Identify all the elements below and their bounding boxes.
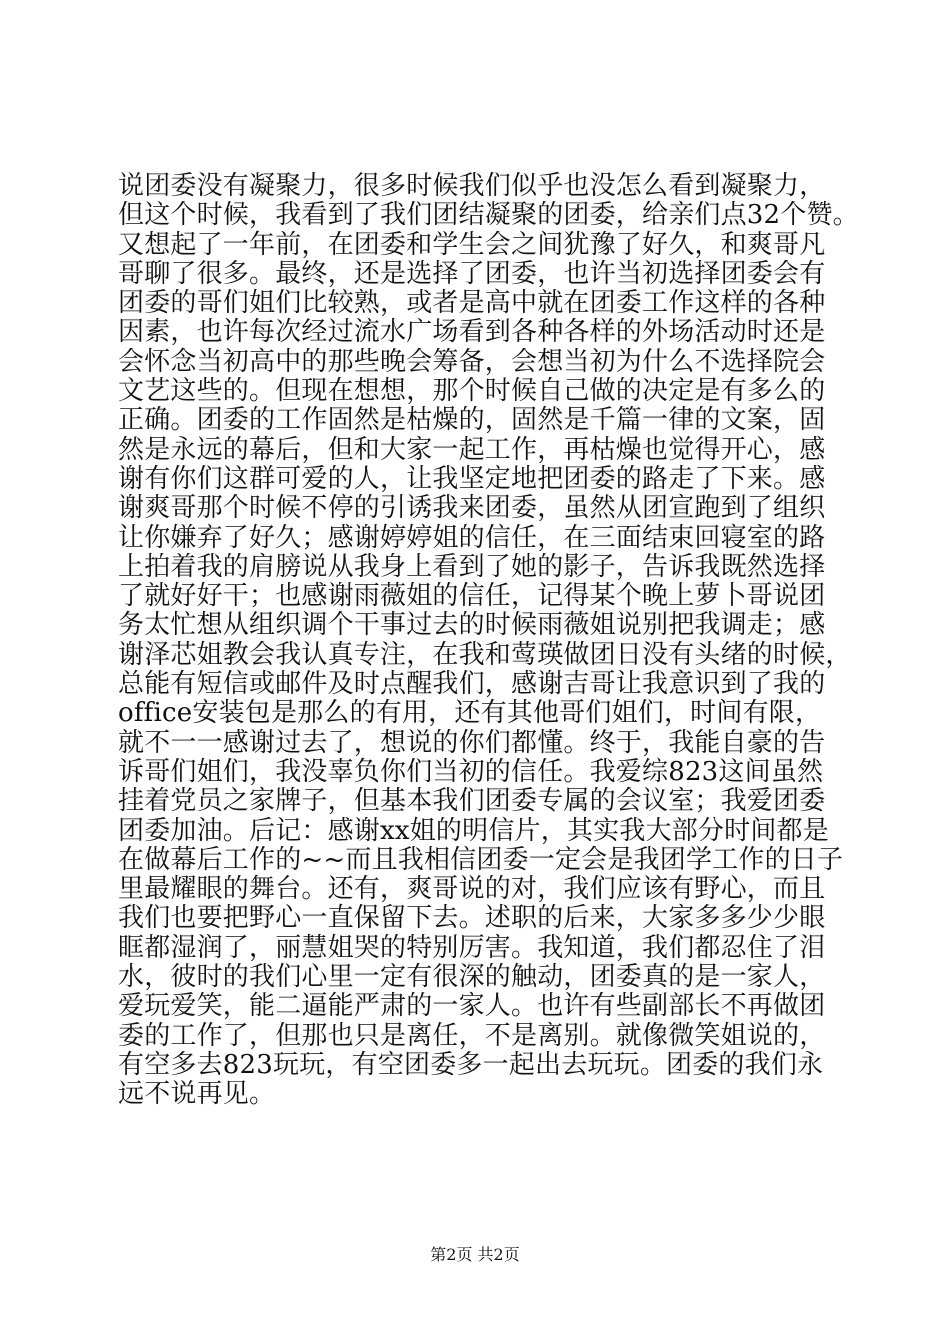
- text-line: 委的工作了，但那也只是离任，不是离别。就像微笑姐说的，: [118, 1020, 826, 1051]
- text-line: 务太忙想从组织调个干事过去的时候雨薇姐说别把我调走；感: [118, 610, 826, 641]
- text-line: 会怀念当初高中的那些晚会筹备，会想当初为什么不选择院会: [118, 346, 826, 377]
- text-line: 上拍着我的肩膀说从我身上看到了她的影子，告诉我既然选择: [118, 551, 826, 582]
- page-number: 第2页 共2页: [430, 1245, 520, 1264]
- text-line: 远不说再见。: [118, 1079, 276, 1110]
- text-line: 爱玩爱笑，能二逼能严肃的一家人。也许有些副部长不再做团: [118, 991, 826, 1022]
- text-line: 正确。团委的工作固然是枯燥的，固然是千篇一律的文案，固: [118, 405, 826, 436]
- text-line: 就不一一感谢过去了，想说的你们都懂。终于，我能自豪的告: [118, 727, 826, 758]
- body-paragraph: [118, 171, 859, 1110]
- text-line: 谢爽哥那个时候不停的引诱我来团委，虽然从团宣跑到了组织: [118, 493, 826, 524]
- text-line: 水，彼时的我们心里一定有很深的触动，团委真的是一家人，: [118, 962, 826, 993]
- text-line: 说团委没有凝聚力，很多时候我们似乎也没怎么看到凝聚力，: [118, 171, 826, 201]
- text-line: 了就好好干；也感谢雨薇姐的信任，记得某个晚上萝卜哥说团: [118, 581, 826, 612]
- text-line: 谢有你们这群可爱的人，让我坚定地把团委的路走了下来。感: [118, 463, 826, 494]
- text-line: 哥聊了很多。最终，还是选择了团委，也许当初选择团委会有: [118, 258, 826, 289]
- text-line: 在做幕后工作的~~而且我相信团委一定会是我团学工作的日子: [118, 844, 844, 875]
- text-line: 让你嫌弃了好久；感谢婷婷姐的信任，在三面结束回寝室的路: [118, 522, 826, 553]
- text-line: 诉哥们姐们，我没辜负你们当初的信任。我爱综823这间虽然: [118, 756, 824, 787]
- text-line: 文艺这些的。但现在想想，那个时候自己做的决定是有多么的: [118, 376, 826, 407]
- text-line: 然是永远的幕后，但和大家一起工作，再枯燥也觉得开心，感: [118, 434, 826, 465]
- text-line: 团委加油。后记：感谢xx姐的明信片，其实我大部分时间都是: [118, 815, 829, 846]
- text-line: office安装包是那么的有用，还有其他哥们姐们，时间有限，: [118, 698, 822, 729]
- text-line: 挂着党员之家牌子，但基本我们团委专属的会议室；我爱团委: [118, 786, 826, 817]
- text-line: 眶都湿润了，丽慧姐哭的特别厉害。我知道，我们都忍住了泪: [118, 932, 826, 963]
- text-line: 团委的哥们姐们比较熟，或者是高中就在团委工作这样的各种: [118, 288, 826, 319]
- text-line: 因素，也许每次经过流水广场看到各种各样的外场活动时还是: [118, 317, 826, 348]
- text-line: 有空多去823玩玩，有空团委多一起出去玩玩。团委的我们永: [118, 1049, 824, 1080]
- text-line: 我们也要把野心一直保留下去。述职的后来，大家多多少少眼: [118, 903, 826, 934]
- text-line: 谢泽芯姐教会我认真专注，在我和莺瑛做团日没有头绪的时候，: [118, 639, 852, 670]
- text-line: 又想起了一年前，在团委和学生会之间犹豫了好久，和爽哥凡: [118, 229, 826, 260]
- page-footer: [0, 1245, 950, 1265]
- text-line: 里最耀眼的舞台。还有，爽哥说的对，我们应该有野心，而且: [118, 874, 826, 905]
- text-line: 总能有短信或邮件及时点醒我们，感谢吉哥让我意识到了我的: [118, 669, 826, 700]
- text-line: 但这个时候，我看到了我们团结凝聚的团委，给亲们点32个赞。: [118, 200, 859, 231]
